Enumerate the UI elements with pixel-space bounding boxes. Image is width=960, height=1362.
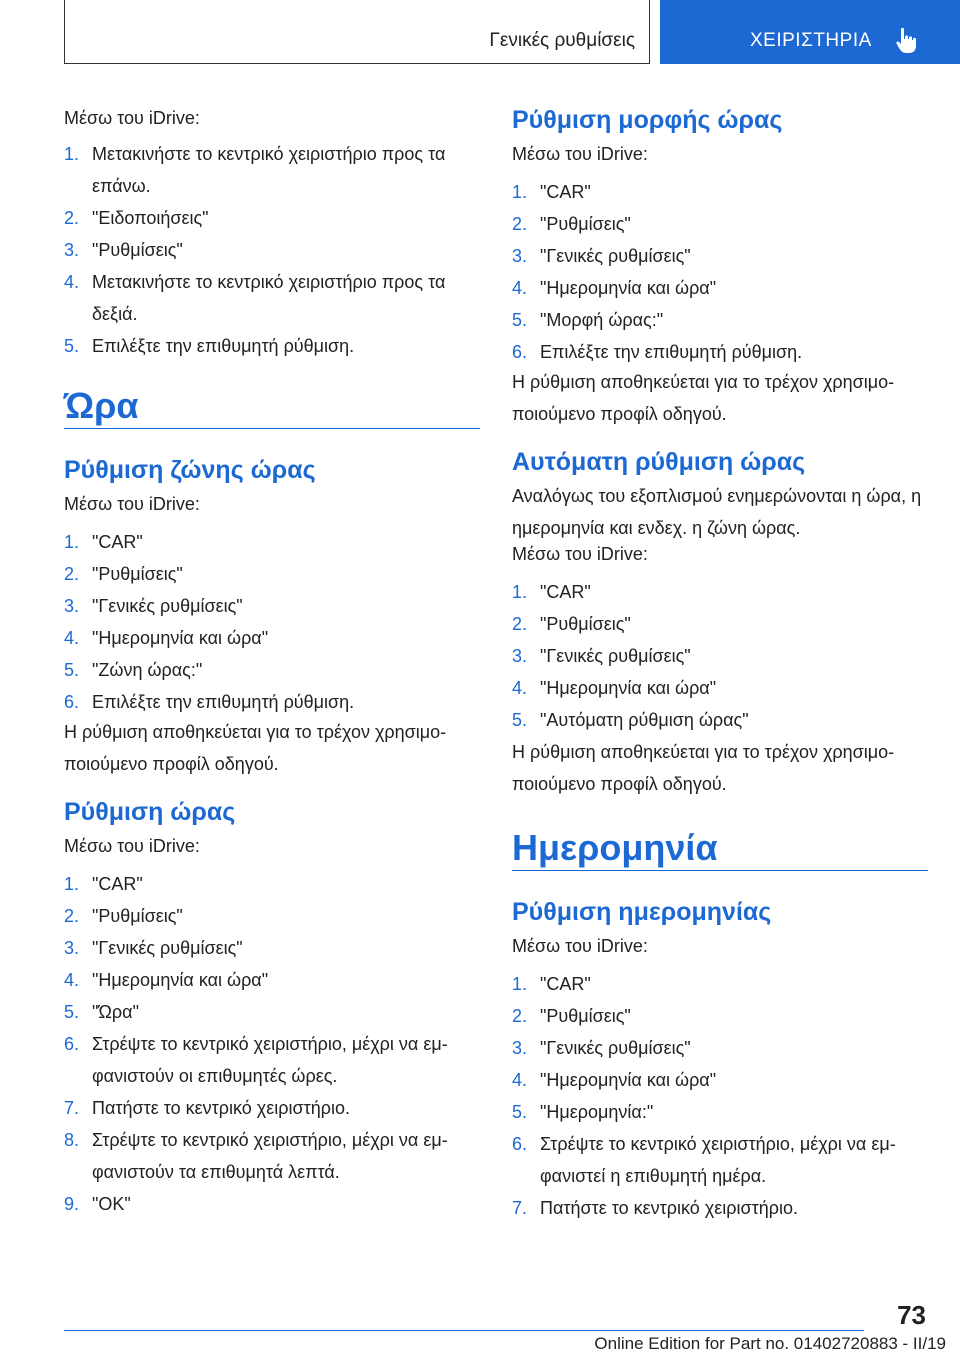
heading-time: Ώρα — [64, 385, 139, 426]
list-item: 2. "Ρυθμίσεις" — [64, 564, 183, 584]
list-item: 4. "Ημερομηνία και ώρα" — [512, 678, 717, 698]
list-item: 4. "Ημερομηνία και ώρα" — [512, 1070, 717, 1090]
list-item: 8. Στρέψτε το κεντρικό χειριστήριο, μέχρι να εμ‐φανιστούν τα επιθυμητά λεπτά. — [64, 1130, 448, 1182]
auto-steps-list — [512, 576, 928, 736]
list-item: 2. "Ειδοποιήσεις" — [64, 208, 209, 228]
timezone-intro: Μέσω του iDrive: — [64, 494, 200, 514]
list-item: 5. "Ζώνη ώρας:" — [64, 660, 203, 680]
footer-rule — [64, 1330, 864, 1331]
list-item: 2. "Ρυθμίσεις" — [512, 1006, 631, 1026]
intro-paragraph: Μέσω του iDrive: — [64, 108, 200, 128]
list-item: 1. "CAR" — [512, 974, 591, 994]
list-item: 5. "Ημερομηνία:" — [512, 1102, 654, 1122]
format-steps-list — [512, 176, 928, 368]
list-item: 4. Μετακινήστε το κεντρικό χειριστήριο προς τα δεξιά. — [64, 272, 446, 324]
subheading-auto-time: Αυτόματη ρύθμιση ώρας — [512, 448, 806, 476]
format-note: Η ρύθμιση αποθηκεύεται για το τρέχον χρησιμο‐ποιούμενο προφίλ οδηγού. — [512, 372, 895, 424]
list-item: 3. "Γενικές ρυθμίσεις" — [64, 596, 243, 616]
list-item: 3. "Γενικές ρυθμίσεις" — [512, 1038, 691, 1058]
list-item: 6. Επιλέξτε την επιθυμητή ρύθμιση. — [64, 692, 355, 712]
list-item: 5. "Ώρα" — [64, 1002, 139, 1022]
list-item: 9. "OK" — [64, 1194, 131, 1214]
list-item: 6. Στρέψτε το κεντρικό χειριστήριο, μέχρι να εμ‐φανιστεί η επιθυμητή ημέρα. — [512, 1134, 896, 1186]
hand-pointer-icon — [893, 26, 921, 54]
list-item: 1. "CAR" — [64, 532, 143, 552]
subheading-date: Ρύθμιση ημερομηνίας — [512, 898, 772, 926]
list-item: 3. "Γενικές ρυθμίσεις" — [512, 246, 691, 266]
list-item: 7. Πατήστε το κεντρικό χειριστήριο. — [64, 1098, 350, 1118]
subheading-timezone: Ρύθμιση ζώνης ώρας — [64, 456, 316, 484]
date-steps-list — [512, 968, 928, 1224]
running-header — [64, 0, 650, 64]
edition-footer: Online Edition for Part no. 01402720883 - II/19 — [594, 1334, 946, 1353]
list-item: 1. "CAR" — [512, 582, 591, 602]
list-item: 4. "Ημερομηνία και ώρα" — [64, 628, 269, 648]
list-item: 1. Μετακινήστε το κεντρικό χειριστήριο προς τα επάνω. — [64, 144, 446, 196]
list-item: 5. "Μορφή ώρας:" — [512, 310, 664, 330]
list-item: 2. "Ρυθμίσεις" — [512, 214, 631, 234]
heading-rule — [512, 870, 928, 871]
list-item: 2. "Ρυθμίσεις" — [512, 614, 631, 634]
list-item: 4. "Ημερομηνία και ώρα" — [512, 278, 717, 298]
chapter-tab-label: ΧΕΙΡΙΣΤΗΡΙΑ — [750, 30, 872, 51]
list-item: 3. "Ρυθμίσεις" — [64, 240, 183, 260]
list-item: 2. "Ρυθμίσεις" — [64, 906, 183, 926]
intro-steps-list — [64, 138, 480, 362]
heading-rule — [64, 428, 480, 429]
auto-description: Αναλόγως του εξοπλισμού ενημερώνονται η ώρα, η ημερομηνία και ενδεχ. η ζώνη ώρας. — [512, 486, 922, 538]
list-item: 1. "CAR" — [512, 182, 591, 202]
time-intro: Μέσω του iDrive: — [64, 836, 200, 856]
timezone-note: Η ρύθμιση αποθηκεύεται για το τρέχον χρησιμο‐ποιούμενο προφίλ οδηγού. — [64, 722, 447, 774]
section-title: Γενικές ρυθμίσεις — [489, 30, 635, 51]
format-intro: Μέσω του iDrive: — [512, 144, 648, 164]
list-item: 6. Επιλέξτε την επιθυμητή ρύθμιση. — [512, 342, 803, 362]
time-steps-list — [64, 868, 480, 1220]
list-item: 5. "Αυτόματη ρύθμιση ώρας" — [512, 710, 749, 730]
list-item: 3. "Γενικές ρυθμίσεις" — [512, 646, 691, 666]
auto-note: Η ρύθμιση αποθηκεύεται για το τρέχον χρησιμο‐ποιούμενο προφίλ οδηγού. — [512, 742, 895, 794]
list-item: 1. "CAR" — [64, 874, 143, 894]
list-item: 6. Στρέψτε το κεντρικό χειριστήριο, μέχρι να εμ‐φανιστούν οι επιθυμητές ώρες. — [64, 1034, 448, 1086]
heading-date: Ημερομηνία — [512, 827, 718, 868]
list-item: 7. Πατήστε το κεντρικό χειριστήριο. — [512, 1198, 798, 1218]
page-number: 73 — [897, 1300, 926, 1330]
subheading-time-format: Ρύθμιση μορφής ώρας — [512, 106, 783, 134]
list-item: 3. "Γενικές ρυθμίσεις" — [64, 938, 243, 958]
timezone-steps-list — [64, 526, 480, 718]
date-intro: Μέσω του iDrive: — [512, 936, 648, 956]
list-item: 5. Επιλέξτε την επιθυμητή ρύθμιση. — [64, 336, 355, 356]
auto-intro: Μέσω του iDrive: — [512, 544, 648, 564]
list-item: 4. "Ημερομηνία και ώρα" — [64, 970, 269, 990]
subheading-time: Ρύθμιση ώρας — [64, 798, 236, 826]
